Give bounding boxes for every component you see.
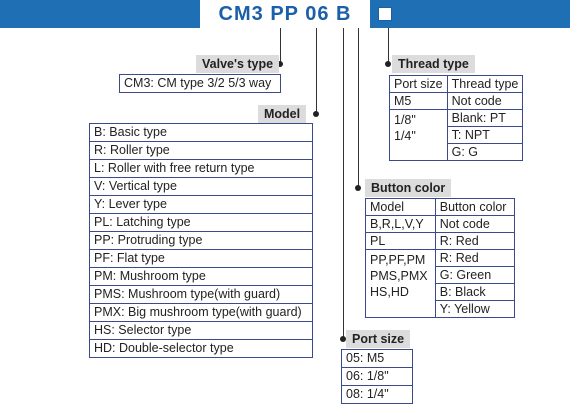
thread-type-dot bbox=[385, 61, 391, 67]
model-list-item: HD: Double-selector type bbox=[94, 341, 234, 355]
model-list-item: B: Basic type bbox=[90, 124, 312, 142]
table-row bbox=[366, 250, 515, 267]
model-code-title: CM3 PP 06 B bbox=[200, 0, 370, 28]
port-size-list-item: 05: M5 bbox=[342, 350, 412, 368]
table-cell: M5 bbox=[390, 93, 448, 110]
model-list-item: HS: Selector type bbox=[90, 322, 312, 340]
table-row bbox=[390, 93, 523, 110]
table-header-cell: Port size bbox=[390, 76, 448, 93]
port-size-group-cell: 1/8" 1/4" bbox=[390, 110, 448, 161]
model-list-item: PP: Protruding type bbox=[90, 232, 312, 250]
table-cell: B: Black bbox=[435, 284, 514, 301]
button-color-dot bbox=[355, 185, 361, 191]
table-cell: Blank: PT bbox=[447, 110, 523, 127]
model-connector bbox=[316, 28, 317, 114]
model-list-item: PMX: Big mushroom type(with guard) bbox=[90, 304, 312, 322]
table-cell: Y: Yellow bbox=[435, 301, 514, 318]
table-cell: PL bbox=[366, 233, 436, 250]
table-row bbox=[366, 216, 515, 233]
model-list-item: R: Roller type bbox=[90, 142, 312, 160]
table-header-cell: Button color bbox=[435, 199, 514, 216]
button-color-connector bbox=[358, 28, 359, 188]
table-header-cell: Thread type bbox=[447, 76, 523, 93]
table-row bbox=[390, 110, 523, 127]
table-header-cell: Model bbox=[366, 199, 436, 216]
table-cell: T: NPT bbox=[447, 127, 523, 144]
table-cell: Not code bbox=[435, 216, 514, 233]
model-list-item: PL: Latching type bbox=[90, 214, 312, 232]
thread-type-caption: Thread type bbox=[392, 55, 475, 73]
table-cell: G: Green bbox=[435, 267, 514, 284]
model-list-item: PM: Mushroom type bbox=[90, 268, 312, 286]
model-list-item: Y: Lever type bbox=[90, 196, 312, 214]
table-row bbox=[366, 199, 515, 216]
button-color-table bbox=[365, 198, 515, 318]
table-cell: R: Red bbox=[435, 250, 514, 267]
button-color-caption: Button color bbox=[365, 179, 451, 197]
model-dot bbox=[313, 111, 319, 117]
table-cell: Not code bbox=[447, 93, 523, 110]
table-cell: B,R,L,V,Y bbox=[366, 216, 436, 233]
option-placeholder-box bbox=[378, 7, 392, 21]
table-cell: R: Red bbox=[435, 233, 514, 250]
port-size-caption: Port size bbox=[346, 330, 410, 348]
table-row bbox=[390, 76, 523, 93]
valves-type-caption: Valve's type bbox=[196, 55, 279, 73]
model-list-item: L: Roller with free return type bbox=[90, 160, 312, 178]
port-size-list bbox=[341, 349, 413, 404]
thread-type-table bbox=[389, 75, 523, 161]
port-size-connector bbox=[343, 28, 344, 340]
port-size-list-item: 06: 1/8" bbox=[342, 368, 412, 386]
port-size-list-item: 08: 1/4" bbox=[346, 387, 389, 401]
valves-type-value: CM3: CM type 3/2 5/3 way bbox=[124, 76, 272, 90]
table-cell: G: G bbox=[447, 144, 523, 161]
valves-type-connector bbox=[280, 28, 281, 64]
thread-type-connector bbox=[388, 28, 389, 64]
model-list-item: PF: Flat type bbox=[90, 250, 312, 268]
model-group-cell: PP,PF,PM PMS,PMX HS,HD bbox=[366, 250, 436, 318]
model-caption: Model bbox=[258, 105, 306, 123]
model-list-item: PMS: Mushroom type(with guard) bbox=[90, 286, 312, 304]
model-list-item: V: Vertical type bbox=[90, 178, 312, 196]
model-list bbox=[89, 123, 313, 358]
valves-type-box bbox=[119, 74, 281, 93]
table-row bbox=[366, 233, 515, 250]
